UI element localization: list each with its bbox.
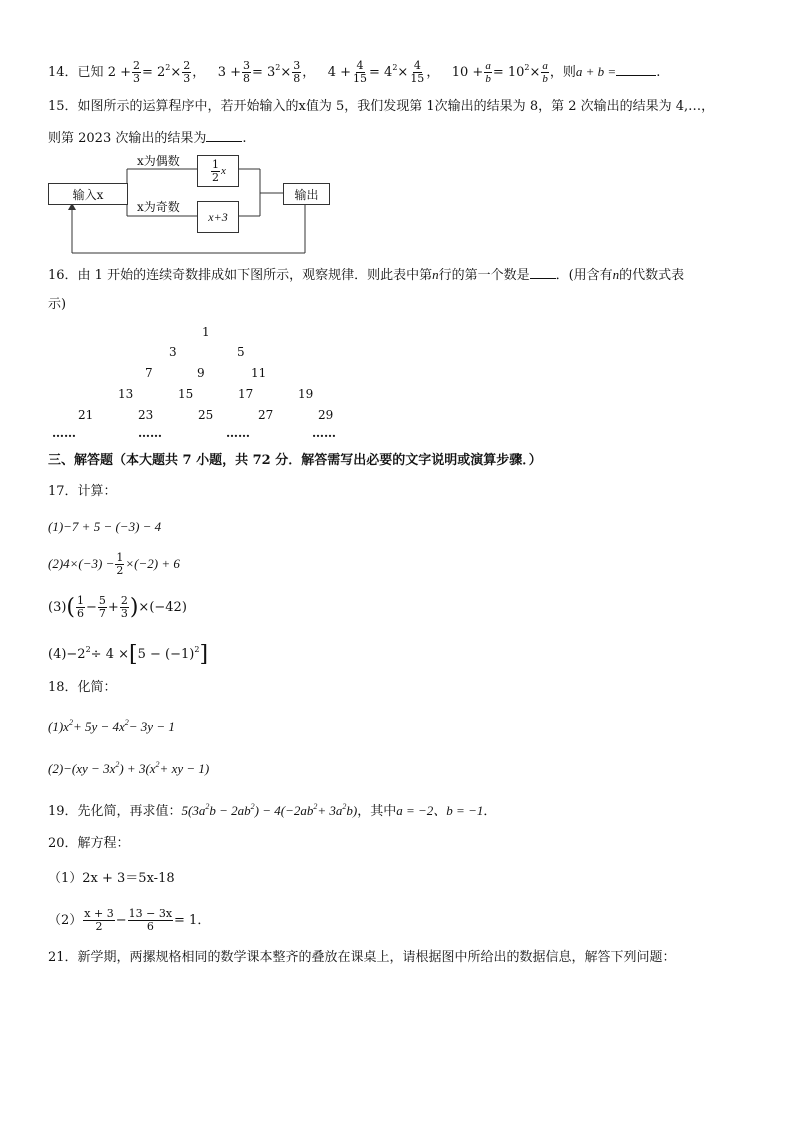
- question-18-part2: $(2)-(xy - 3x^2) + 3(x^2+$ xy − 1): [48, 760, 210, 776]
- fraction: $\frac{4}{15}$: [353, 59, 368, 85]
- question-18-part1: $(1)x^2+ 5y - 4x^2- 3y - 1$: [48, 718, 175, 734]
- question-15-line2: 则第 2023 次输出的结果为 .: [48, 127, 247, 149]
- question-17-part2: (2)4×(−3) − $\frac{1}{2}$ ×(−2) + 6: [48, 551, 180, 577]
- question-18-title: 18．化简：: [48, 680, 117, 695]
- triangle-number: 29: [318, 408, 334, 422]
- question-19: 19．先化简，再求值：$5(3a^2b - 2ab^2) - 4(-2ab^2+ 3a^2b)$，其中a = −2、b = −1．: [48, 802, 497, 819]
- fraction: $\frac{3}{8}$: [243, 59, 250, 85]
- fraction: $\frac{2}{3}$: [183, 59, 191, 85]
- section-heading: 三、解答题（本大题共 7 小题，共 72 分．解答需写出必要的文字说明或演算步骤．）: [48, 453, 542, 468]
- flowchart: [0, 0, 794, 270]
- ellipsis: ……: [138, 426, 162, 440]
- input-box: 输入x: [48, 183, 128, 205]
- triangle-number: 25: [198, 408, 214, 422]
- triangle-number: 21: [78, 408, 94, 422]
- question-14: 14．已知 2 + $\frac{2}{3}$ = $2^2\times$ $\frac{2}{3}$ ， 3 + $\frac{3}{8}$ = $3^2\times$ $\frac{3}{8}$ ， 4 + $\frac{4}{15}$ = $4^2\times$ $\frac{4}{15}$ ， 10 + $\frac{a}{b}$ = $10^2\times$ $\frac{a}{b}$ ，则a + b = .: [48, 59, 661, 85]
- flowchart-lines: [0, 0, 794, 270]
- question-17-part3: (3)( $\frac{1}{6}$ − $\frac{5}{7}$ + $\frac{2}{3}$ )×(−42): [48, 594, 187, 620]
- triangle-number: 19: [298, 387, 314, 401]
- triangle-number: 15: [178, 387, 194, 401]
- question-17-title: 17．计算：: [48, 484, 117, 499]
- triangle-number: 3: [169, 345, 177, 359]
- triangle-number: 1: [202, 325, 210, 339]
- fraction: $\frac{3}{8}$: [293, 59, 301, 85]
- question-16-line2: 示): [48, 297, 67, 312]
- ellipsis: ……: [52, 426, 76, 440]
- fraction: $\frac{4}{15}$: [410, 59, 425, 85]
- question-17-part1: (1)−7 + 5 − (−3) − 4: [48, 519, 162, 534]
- triangle-number: 27: [258, 408, 274, 422]
- ellipsis: ……: [226, 426, 250, 440]
- ellipsis: ……: [312, 426, 336, 440]
- question-20-part2: （2） $\frac{x + 3}{2}$ − $\frac{13 - 3x}{6}$ = 1．: [48, 907, 211, 933]
- odd-label: x为奇数: [137, 200, 180, 214]
- triangle-number: 17: [238, 387, 254, 401]
- triangle-number: 13: [118, 387, 134, 401]
- question-20-title: 20．解方程：: [48, 836, 130, 851]
- plus3-box: x+3: [197, 201, 239, 233]
- fraction: $\frac{a}{b}$: [542, 60, 548, 85]
- question-17-part4: $(4)-2^2\div 4 \times[5 - (-1)^2]$: [48, 642, 209, 667]
- triangle-number: 5: [237, 345, 245, 359]
- triangle-number: 9: [197, 366, 205, 380]
- even-label: x为偶数: [137, 154, 180, 168]
- triangle-number: 23: [138, 408, 154, 422]
- fraction: $\frac{a}{b}$: [485, 60, 491, 85]
- answer-blank: [530, 264, 556, 279]
- triangle-number: 7: [145, 366, 153, 380]
- fraction: $\frac{2}{3}$: [132, 59, 140, 85]
- question-16-line1: 16．由 1 开始的连续奇数排成如下图所示，观察规律．则此表中第n行的第一个数是 ．(用含有n的代数式表: [48, 264, 684, 286]
- triangle-number: 11: [251, 366, 267, 380]
- output-box: 输出: [283, 183, 330, 205]
- question-15-line1: 15．如图所示的运算程序中，若开始输入的x值为 5，我们发现第 1次输出的结果为 8，第 2 次输出的结果为 4,…，: [48, 99, 715, 114]
- question-20-part1: （1）2x + 3＝5x-18: [48, 871, 175, 886]
- half-box: $\frac{1}{2}$ x: [197, 155, 239, 187]
- question-21: 21．新学期，两摞规格相同的数学课本整齐的叠放在课桌上，请根据图中所给出的数据信息，解答下列问题：: [48, 950, 676, 965]
